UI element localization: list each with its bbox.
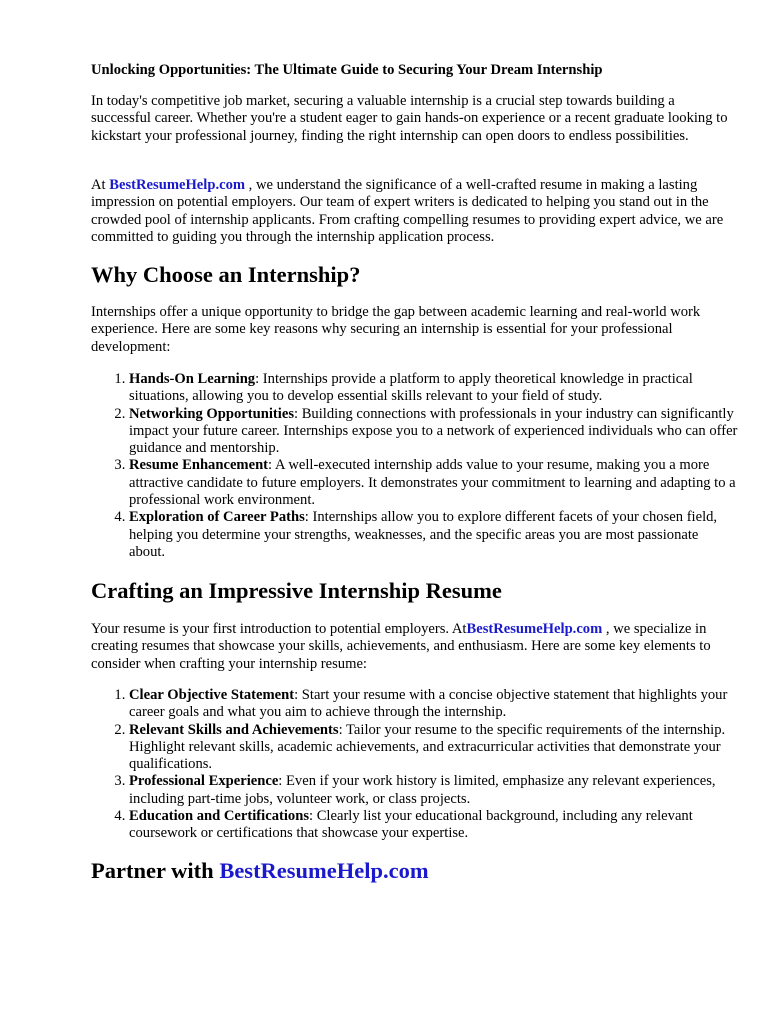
why-internship-intro: Internships offer a unique opportunity to bridge the gap between academic learning and real-world work experience. Here are some key reasons why securing an internship is essential for your professional development:: [91, 304, 701, 355]
list-item: [129, 509, 738, 561]
list-item: [129, 406, 738, 458]
list-item: [129, 773, 738, 808]
crafting-intro-prefix: Your resume is your first introduction to potential employers. At: [91, 621, 467, 637]
section-heading-crafting-resume: Crafting an Impressive Internship Resume: [91, 578, 502, 603]
list-item-text: : Clearly list your educational background, including any relevant coursework or certifications that showcase your expertise.: [129, 808, 693, 842]
list-item-text: : A well-executed internship adds value to your resume, making you a more attractive candidate to future employers. It demonstrates your commitment to learning and adapting to a professional work environment.: [129, 457, 736, 509]
list-item-term: Education and Certifications: [129, 808, 309, 825]
resume-elements-list: [91, 687, 738, 843]
partner-heading-prefix: Partner with: [91, 858, 220, 883]
list-item-text: : Tailor your resume to the specific requirements of the internship. Highlight relevant skills, academic achievements, and extracurricular activities that demonstrate your qualifications.: [129, 721, 726, 773]
crafting-resume-intro: [91, 621, 728, 673]
about-paragraph: [91, 177, 728, 246]
brand-link[interactable]: BestResumeHelp.com: [466, 621, 603, 637]
why-internship-list: [91, 371, 738, 561]
intro-paragraph: In today's competitive job market, securing a valuable internship is a crucial step towards building a successful career. Whether you're a student eager to gain hands-on experience or a recent graduate looking to kickstart your professional journey, finding the right internship can open doors to endless possibilities.: [91, 93, 728, 144]
list-item-term: Relevant Skills and Achievements: [129, 721, 339, 738]
list-item-term: Professional Experience: [129, 773, 279, 790]
document-title: Unlocking Opportunities: The Ultimate Guide to Securing Your Dream Internship: [91, 62, 603, 78]
list-item-term: Networking Opportunities: [129, 405, 294, 422]
list-item: [129, 457, 738, 509]
list-item: [129, 722, 738, 774]
list-item-text: : Building connections with professionals in your industry can significantly impact your future career. Internships expose you to a network of experienced individuals who can offer guidance and mentorship.: [129, 405, 738, 457]
list-item: [129, 687, 738, 722]
list-item-text: : Even if your work history is limited, emphasize any relevant experiences, including part-time jobs, volunteer work, or class projects.: [129, 773, 716, 807]
list-item: [129, 808, 738, 843]
section-heading-partner: [91, 857, 728, 885]
list-item-term: Hands-On Learning: [129, 371, 256, 387]
list-item-text: : Internships provide a platform to apply theoretical knowledge in practical situations, allowing you to develop essential skills relevant to your field of study.: [129, 371, 693, 405]
list-item-term: Exploration of Career Paths: [129, 509, 305, 526]
about-suffix: , we understand the significance of a well-crafted resume in making a lasting impression on potential employers. Our team of expert writers is dedicated to helping you stand out in the crowded pool of internship applicants. From crafting compelling resumes to providing expert advice, we are committed to guiding you through the internship application process.: [91, 177, 724, 245]
crafting-intro-suffix: , we specialize in creating resumes that showcase your skills, achievements, and enthusiasm. Here are some key elements to consider when crafting your internship resume:: [91, 621, 711, 672]
list-item-text: : Start your resume with a concise objective statement that highlights your career goals and what you aim to achieve through the internship.: [129, 687, 728, 721]
brand-link[interactable]: BestResumeHelp.com: [219, 858, 429, 883]
list-item-term: Clear Objective Statement: [129, 687, 295, 703]
section-heading-why-internship: Why Choose an Internship?: [91, 262, 361, 287]
about-prefix: At: [91, 177, 110, 193]
list-item: [129, 371, 738, 406]
list-item-text: : Internships allow you to explore different facets of your chosen field, helping you determine your strengths, weaknesses, and the specific areas you are most passionate about.: [129, 509, 718, 560]
list-item-term: Resume Enhancement: [129, 457, 269, 474]
brand-link[interactable]: BestResumeHelp.com: [109, 177, 246, 193]
